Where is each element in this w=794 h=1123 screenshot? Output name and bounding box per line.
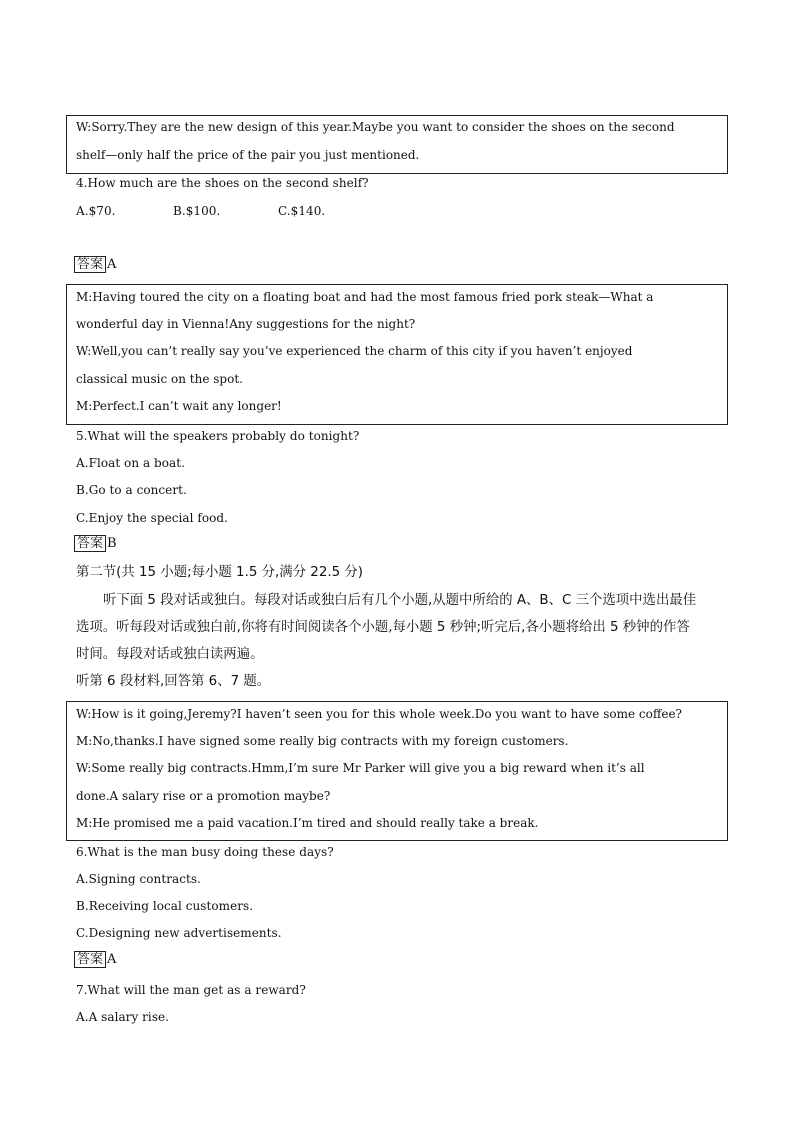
answer-value: B [107, 536, 117, 551]
option-a: A.$70. [76, 204, 116, 218]
option-b: B.Receiving local customers. [76, 899, 254, 913]
answer-label: 答案 [74, 951, 106, 968]
dialogue-line: W:Some really big contracts.Hmm,I’m sure Mr Parker will give you a big reward when it’s all [76, 761, 645, 775]
dialogue-line: M:No,thanks.I have signed some really big contracts with my foreign customers. [76, 734, 569, 748]
material-heading: 听第 6 段材料,回答第 6、7 题。 [76, 674, 271, 689]
dialogue-line: M:Having toured the city on a floating boat and had the most famous fried pork steak—What a [76, 290, 654, 304]
question-4: 4.How much are the shoes on the second shelf? [76, 176, 369, 190]
instruction-line: 时间。每段对话或独白读两遍。 [76, 647, 264, 662]
option-a: A.Float on a boat. [76, 456, 185, 470]
option-a: A.Signing contracts. [76, 872, 201, 886]
answer-value: A [107, 257, 117, 272]
dialogue-line: wonderful day in Vienna!Any suggestions for the night? [76, 317, 416, 331]
options-q4 [76, 203, 325, 219]
question-7: 7.What will the man get as a reward? [76, 983, 306, 997]
dialogue-line: done.A salary rise or a promotion maybe? [76, 789, 331, 803]
answer-value: A [107, 952, 117, 967]
question-5: 5.What will the speakers probably do tonight? [76, 429, 360, 443]
answer-label: 答案 [74, 256, 106, 273]
dialogue-line: classical music on the spot. [76, 372, 243, 386]
option-c: C.Enjoy the special food. [76, 511, 229, 525]
dialogue-line: shelf—only half the price of the pair you just mentioned. [76, 148, 420, 162]
question-6: 6.What is the man busy doing these days? [76, 845, 334, 859]
section-heading: 第二节(共 15 小题;每小题 1.5 分,满分 22.5 分) [76, 565, 363, 580]
dialogue-line: M:Perfect.I can’t wait any longer! [76, 399, 282, 413]
option-a: A.A salary rise. [76, 1010, 170, 1024]
answer-q6 [74, 951, 116, 968]
dialogue-line: M:He promised me a paid vacation.I’m tired and should really take a break. [76, 816, 539, 830]
dialogue-box-q5 [66, 284, 728, 425]
dialogue-box-q4 [66, 115, 728, 174]
answer-label: 答案 [74, 535, 106, 552]
dialogue-line: W:How is it going,Jeremy?I haven’t seen you for this whole week.Do you want to have some coffee? [76, 707, 682, 721]
answer-q4 [74, 256, 116, 273]
instruction-line: 听下面 5 段对话或独白。每段对话或独白后有几个小题,从题中所给的 A、B、C 三个选项中选出最佳 [103, 593, 697, 608]
dialogue-box-q6 [66, 701, 728, 841]
option-c: C.$140. [278, 204, 326, 218]
option-c: C.Designing new advertisements. [76, 926, 282, 940]
answer-q5 [74, 535, 117, 552]
dialogue-line: W:Sorry.They are the new design of this year.Maybe you want to consider the shoes on the second [76, 120, 675, 134]
dialogue-line: W:Well,you can’t really say you’ve experienced the charm of this city if you haven’t enjoyed [76, 344, 633, 358]
option-b: B.$100. [173, 204, 221, 218]
instruction-line: 选项。听每段对话或独白前,你将有时间阅读各个小题,每小题 5 秒钟;听完后,各小题将给出 5 秒钟的作答 [76, 620, 690, 635]
option-b: B.Go to a concert. [76, 483, 187, 497]
